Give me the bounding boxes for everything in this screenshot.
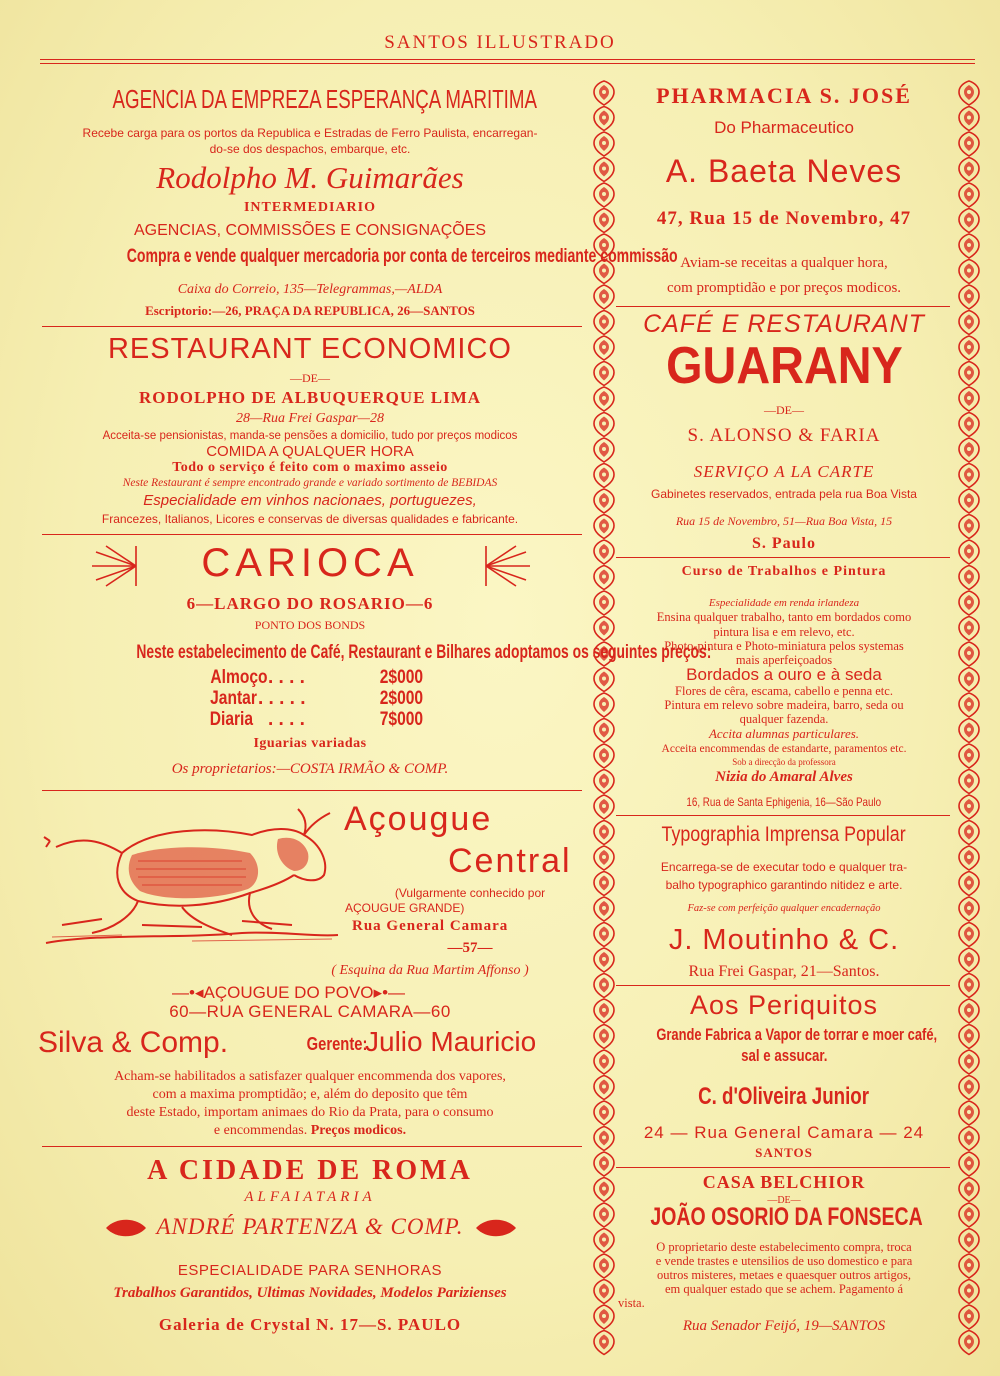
shield-ornament-icon — [959, 234, 979, 258]
shield-ornament-icon — [959, 413, 979, 437]
shield-ornament-icon — [594, 948, 614, 972]
curso-line-9: Accita alumnas particulares. — [708, 726, 860, 741]
shield-ornament-icon — [959, 1203, 979, 1227]
shield-ornament-icon — [594, 617, 614, 641]
shield-ornament-icon — [959, 387, 979, 411]
arrow-right-icon: ▸•— — [373, 983, 406, 1002]
divider — [616, 815, 950, 816]
shield-ornament-icon — [594, 1203, 614, 1227]
shield-ornament-icon — [594, 1280, 614, 1304]
shield-ornament-icon — [959, 464, 979, 488]
curso-line-7: Pintura em relevo sobre madeira, barro, seda ou — [664, 698, 904, 712]
shield-ornament-icon — [959, 515, 979, 539]
restaurant-line-4: Neste Restaurant é sempre encontrado grande e variado sortimento de BEBIDAS — [122, 477, 498, 489]
shield-ornament-icon — [594, 744, 614, 768]
shield-ornament-icon — [594, 540, 614, 564]
shield-ornament-icon — [594, 1025, 614, 1049]
shield-ornament-icon — [594, 515, 614, 539]
shield-ornament-icon — [959, 693, 979, 717]
shield-ornament-icon — [959, 158, 979, 182]
curso-line-2: pintura lisa e em relevo, etc. — [713, 625, 855, 639]
periquitos-line-2: sal e assucar. — [740, 1046, 828, 1065]
shield-ornament-icon — [594, 81, 614, 105]
agencia-title: AGENCIA DA EMPREZA ESPERANÇA MARITIMA — [112, 84, 537, 114]
curso-line-10: Acceita encommendas de estandarte, paramentos etc. — [661, 743, 907, 755]
ornament-border-right — [955, 80, 983, 1375]
shield-ornament-icon — [594, 923, 614, 947]
acougue-number: —57— — [447, 940, 493, 956]
shield-ornament-icon — [594, 1305, 614, 1329]
acougue-body-4: e encommendas. — [213, 1123, 308, 1138]
shield-ornament-icon — [959, 107, 979, 131]
shield-ornament-icon — [959, 260, 979, 284]
shield-ornament-icon — [959, 821, 979, 845]
roma-address: Galeria de Crystal N. 17—S. PAULO — [158, 1315, 462, 1334]
acougue-manager-label: Gerente: — [306, 1034, 368, 1054]
shield-ornament-icon — [959, 1254, 979, 1278]
belchior-title: CASA BELCHIOR — [702, 1172, 866, 1192]
shield-ornament-icon — [959, 948, 979, 972]
shield-ornament-icon — [959, 1229, 979, 1253]
shield-ornament-icon — [959, 285, 979, 309]
acougue-title-2: Central — [448, 842, 572, 880]
belchior-line-1: O proprietario deste estabelecimento compra, troca — [656, 1240, 912, 1254]
shield-ornament-icon — [594, 362, 614, 386]
agencia-name: Rodolpho M. Guimarães — [156, 160, 464, 195]
shield-ornament-icon — [594, 821, 614, 845]
periquitos-city: SANTOS — [755, 1145, 813, 1160]
shield-ornament-icon — [959, 81, 979, 105]
curso-address: 16, Rua de Santa Ephigenia, 16—São Paulo — [686, 795, 882, 809]
shield-ornament-icon — [959, 566, 979, 590]
shield-ornament-icon — [959, 642, 979, 666]
typographia-line-1: Encarrega-se de executar todo e qualquer tra- — [660, 860, 908, 874]
shield-ornament-icon — [594, 438, 614, 462]
shield-ornament-icon — [959, 897, 979, 921]
shield-ornament-icon — [594, 464, 614, 488]
arrow-left-icon: —•◂ — [172, 983, 204, 1002]
carioca-owners: Os proprietarios:—COSTA IRMÃO & COMP. — [171, 761, 449, 777]
shield-ornament-icon — [959, 1127, 979, 1151]
price-row: Almoço — [210, 667, 268, 688]
pharmacia-address: 47, Rua 15 de Novembro, 47 — [656, 208, 912, 229]
acougue-body-2: com a maxima promptidão; e, além do deposito que têm — [152, 1087, 468, 1102]
shield-ornament-icon — [594, 1152, 614, 1176]
pharmacia-name: A. Baeta Neves — [665, 153, 903, 189]
guarany-address: Rua 15 de Novembro, 51—Rua Boa Vista, 15 — [675, 514, 893, 528]
restaurant-line-3: Todo o serviço é feito com o maximo asseio — [172, 460, 448, 475]
shield-ornament-icon — [959, 362, 979, 386]
shield-ornament-icon — [594, 897, 614, 921]
divider — [616, 985, 950, 986]
shield-ornament-icon — [959, 1305, 979, 1329]
agencia-trade: Compra e vende qualquer mercadoria por conta de terceiros mediante commissão — [126, 246, 678, 267]
guarany-de: —DE— — [764, 403, 804, 417]
shield-ornament-icon — [959, 719, 979, 743]
shield-ornament-column-icon — [955, 80, 983, 1370]
shield-ornament-icon — [959, 668, 979, 692]
shield-ornament-icon — [594, 719, 614, 743]
pharmacia-body-1: Aviam-se receitas a qualquer hora, — [680, 255, 888, 271]
acougue-aka-2: AÇOUGUE GRANDE) — [345, 901, 465, 915]
shield-ornament-icon — [959, 540, 979, 564]
typographia-line-2: balho typographico garantindo nitidez e arte. — [665, 878, 903, 892]
shield-ornament-icon — [594, 999, 614, 1023]
pharmacia-title: PHARMACIA S. JOSÉ — [656, 83, 912, 108]
curso-line-6: Flores de cêra, escama, cabello e penna etc. — [675, 684, 893, 698]
shield-ornament-icon — [594, 158, 614, 182]
acougue-aka-1: (Vulgarmente conhecido por — [394, 886, 546, 900]
guarany-city: S. Paulo — [751, 535, 816, 552]
shield-ornament-icon — [594, 311, 614, 335]
shield-ornament-icon — [594, 209, 614, 233]
shield-ornament-icon — [959, 974, 979, 998]
roma-sub: ALFAIATARIA — [244, 1189, 376, 1205]
guarany-body: Gabinetes reservados, entrada pela rua Boa Vista — [651, 487, 917, 501]
shield-ornament-icon — [959, 336, 979, 360]
periquitos-address: 24 — Rua General Camara — 24 — [643, 1123, 925, 1142]
guarany-title-1: CAFÉ E RESTAURANT — [643, 310, 925, 338]
shield-ornament-icon — [959, 1331, 979, 1355]
shield-ornament-icon — [594, 1331, 614, 1355]
carioca-sub: PONTO DOS BONDS — [254, 618, 366, 632]
shield-ornament-icon — [959, 1101, 979, 1125]
shield-ornament-icon — [959, 923, 979, 947]
pharmacia-sub: Do Pharmaceutico — [714, 118, 854, 137]
acougue-povo: AÇOUGUE DO POVO — [203, 983, 374, 1002]
shield-ornament-icon — [959, 1025, 979, 1049]
acougue-body-3: deste Estado, importam animaes do Rio da Prata, para o consumo — [126, 1105, 494, 1120]
carioca-extra: Iguarias variadas — [253, 736, 367, 751]
acougue-body-1: Acham-se habilitados a satisfazer qualquer encommenda dos vapores, — [114, 1069, 506, 1084]
roma-tagline: Trabalhos Garantidos, Ultimas Novidades, Modelos Parizienses — [113, 1285, 507, 1301]
belchior-owner: JOÃO OSORIO DA FONSECA — [650, 1203, 923, 1231]
shield-ornament-icon — [959, 872, 979, 896]
masthead-rule-2 — [40, 63, 975, 64]
restaurant-line-5: Especialidade em vinhos nacionaes, portuguezes, — [143, 492, 477, 509]
shield-ornament-icon — [959, 1152, 979, 1176]
shield-ornament-icon — [959, 209, 979, 233]
divider — [42, 1146, 582, 1147]
pharmacia-body-2: com promptidão e por preços modicos. — [666, 280, 902, 296]
bull-illustration-icon — [42, 805, 342, 950]
agencia-services: AGENCIAS, COMMISSÕES E CONSIGNAÇÕES — [133, 222, 487, 239]
belchior-line-2: e vende trastes e utensilios de uso domestico e para — [655, 1254, 913, 1268]
curso-line-11: Sob a direcção da professora — [732, 757, 836, 767]
divider — [616, 557, 950, 558]
shield-ornament-icon — [959, 770, 979, 794]
periquitos-title: Aos Periquitos — [689, 990, 879, 1020]
shield-ornament-icon — [959, 1178, 979, 1202]
shield-ornament-icon — [594, 566, 614, 590]
shield-ornament-icon — [959, 999, 979, 1023]
belchior-line-5: vista. — [618, 1296, 645, 1310]
divider — [42, 790, 582, 791]
shield-ornament-icon — [959, 846, 979, 870]
divider — [616, 1167, 950, 1168]
periquitos-line-1: Grande Fabrica a Vapor de torrar e moer café, — [656, 1025, 938, 1044]
shield-ornament-icon — [594, 107, 614, 131]
restaurant-title: RESTAURANT ECONOMICO — [107, 333, 512, 365]
roma-firm: ANDRÉ PARTENZA & COMP. — [156, 1214, 464, 1239]
shield-ornament-icon — [959, 311, 979, 335]
shield-ornament-icon — [959, 489, 979, 513]
shield-ornament-icon — [594, 693, 614, 717]
shield-ornament-icon — [594, 1229, 614, 1253]
shield-ornament-icon — [594, 1101, 614, 1125]
restaurant-de: —DE— — [290, 371, 330, 385]
restaurant-line-2: COMIDA A QUALQUER HORA — [206, 443, 414, 460]
shield-ornament-icon — [594, 872, 614, 896]
shield-ornament-icon — [594, 1178, 614, 1202]
shield-ornament-icon — [594, 668, 614, 692]
typographia-address: Rua Frei Gaspar, 21—Santos. — [688, 963, 880, 980]
fleuron-right-icon — [474, 1217, 518, 1239]
shield-ornament-icon — [594, 336, 614, 360]
divider — [616, 306, 950, 307]
shield-ornament-icon — [594, 770, 614, 794]
restaurant-owner: RODOLPHO DE ALBUQUERQUE LIMA — [138, 388, 482, 407]
belchior-line-3: outros misteres, metaes e quaesquer outros artigos, — [656, 1268, 912, 1282]
shield-ornament-icon — [594, 1254, 614, 1278]
shield-ornament-icon — [594, 846, 614, 870]
periquitos-name: C. d'Oliveira Junior — [698, 1083, 870, 1110]
belchior-address: Rua Senador Feijó, 19—SANTOS — [682, 1318, 886, 1334]
carioca-address: 6—LARGO DO ROSARIO—6 — [186, 594, 434, 613]
shield-ornament-icon — [959, 617, 979, 641]
carioca-headline: Neste estabelecimento de Café, Restaurant e Bilhares adoptamos os seguintes preços: — [136, 642, 712, 663]
agencia-desc-2: do-se dos despachos, embarque, etc. — [209, 142, 411, 156]
restaurant-line-1: Acceita-se pensionistas, manda-se pensões a domicilio, tudo por preços modicos — [102, 430, 518, 442]
shield-ornament-icon — [594, 1050, 614, 1074]
acougue-corner: ( Esquina da Rua Martim Affonso ) — [331, 963, 529, 978]
shield-ornament-icon — [959, 1076, 979, 1100]
divider — [42, 534, 582, 535]
agencia-contact: Caixa do Correio, 135—Telegrammas,—ALDA — [177, 282, 443, 297]
price-row: Diaria — [209, 709, 254, 730]
masthead-rule — [40, 59, 975, 60]
acougue-title-1: Açougue — [344, 800, 493, 838]
typographia-line-3: Faz-se com perfeição qualquer encadernação — [687, 903, 881, 914]
roma-special: ESPECIALIDADE PARA SENHORAS — [177, 1262, 443, 1279]
shield-ornament-icon — [594, 132, 614, 156]
curso-special: Especialidade em renda irlandeza — [708, 597, 860, 609]
restaurant-line-6: Francezes, Italianos, Licores e conservas de diversas qualidades e fabricante. — [101, 512, 519, 526]
shield-ornament-icon — [959, 795, 979, 819]
shield-ornament-icon — [594, 974, 614, 998]
agencia-office: Escriptorio:—26, PRAÇA DA REPUBLICA, 26—SANTOS — [145, 303, 475, 318]
agencia-desc-1: Recebe carga para os portos da Republica e Estradas de Ferro Paulista, encarregan- — [82, 126, 538, 140]
acougue-street: Rua General Camara — [352, 918, 509, 934]
divider — [42, 326, 582, 327]
shield-ornament-icon — [959, 1050, 979, 1074]
curso-line-3: Photo-pintura e Photo-miniatura pelos systemas — [664, 639, 904, 653]
shield-ornament-icon — [594, 387, 614, 411]
roma-title: A CIDADE DE ROMA — [147, 1155, 473, 1186]
carioca-title: CARIOCA — [201, 541, 419, 585]
curso-line-1: Ensina qualquer trabalho, tanto em bordados como — [656, 610, 912, 624]
curso-teacher: Nizia do Amaral Alves — [715, 769, 853, 785]
shield-ornament-icon — [594, 489, 614, 513]
newspaper-page: SANTOS ILLUSTRADO AGENCIA DA EMPREZA ESPERANÇA MARITIMA Recebe carga para os portos da Republica e Estradas de Ferro Paulista, encarregan- do-se dos despachos, embarque, etc. Rodolpho M. Guimarães INTERMEDIARIO AGENCIAS, COMMISSÕES E CONSIGNAÇÕES Compra e vende qualquer mercadoria por conta de terceiros mediante commissão Caixa do Correio, 135—Telegrammas,—ALDA Escriptorio:—26, PRAÇA DA REPUBLICA, 26—SANTOS RESTAURANT ECONOMICO —DE— RODOLPHO DE ALBUQUERQUE LIMA 28—Rua Frei Gaspar—28 Acceita-se pensionistas, manda-se pensões a domicilio, tudo por preços modicos COMIDA A QUALQUER HORA Todo o serviço é feito com o maximo asseio Neste Restaurant é sempre encontrado grande e variado sortimento de BEBIDAS Especialidade em vinhos nacionaes, portuguezes, Francezes, Italianos, Licores e conservas de diversas qualidades e fabricante. CARIOCA 6—LARGO DO ROSARIO—6 PONTO DOS BONDS Neste estabelecimento de Café, Restaurant e Bilhares adoptamos os seguintes preços: Almoço . . . . 2$000 Jantar . . . . . 2$000 Diaria . . . . 7$000 Iguarias variadas Os proprietarios:—COSTA IRMÃO & COMP. Açougue Central (Vulgarmente conhecido por AÇOUGUE GRANDE) Rua General Camara —57— ( Esquina da Rua Martim Affonso ) —•◂AÇOUGUE DO POVO▸•— 60—RUA GENERAL CAMARA—60 Silva & Comp. Gerente: Julio Mauricio Acham-se habilitados a satisfazer qualquer encommenda dos vapores, com a maxima promptidão; e, além do deposito que têm deste Estado, importam animaes do Rio da Prata, para o consumo e encommendas. Preços modicos. A CIDADE DE ROMA ALFAIATARIA ANDRÉ PARTENZA & COMP. ESPECIALIDADE PARA SENHORAS Trabalhos Garantidos, Ultimas Novidades, Modelos Parizienses Galeria de Crystal N. 17—S. PAULO PHARMACIA S. JOSÉ Do Pharmaceutico A. Baeta Neves 47, Rua 15 de Novembro, 47 Aviam-se receitas a qualquer hora, com promptidão e por preços modicos. CAFÉ E RESTAURANT GUARANY —DE— S. ALONSO & FARIA SERVIÇO A LA CARTE Gabinetes reservados, entrada pela rua Boa Vista Rua 15 de Novembro, 51—Rua Boa Vista, 15 S. Paulo Curso de Trabalhos e Pintura Especialidade em renda irlandeza Ensina qualquer trabalho, tanto em bordados como pintura lisa e em relevo, etc. Photo-pintura e Photo-miniatura pelos systemas mais aperfeiçoados Bordados a ouro e à seda Flores de cêra, escama, cabello e penna etc. Pintura em relevo sobre madeira, barro, seda ou qualquer fazenda. Accita alumnas particulares. Acceita encommendas de estandarte, paramentos etc. Sob a direcção da professora Nizia do Amaral Alves 16, Rua de Santa Ephigenia, 16—São Paulo Typographia Imprensa Popular Encarrega-se de executar todo e qualquer tra- balho typographico garantindo nitidez e arte. Faz-se com perfeição qualquer encadernação J. Moutinho & C. Rua Frei Gaspar, 21—Santos. Aos Periquitos Grande Fabrica a Vapor de torrar e moer café, sal e assucar. C. d'Oliveira Junior 24 — Rua General Camara — 24 SANTOS CASA BELCHIOR —DE— JOÃO OSORIO DA FONSECA O proprietario deste estabelecimento compra, troca e vende trastes e utensilios de uso domestico e para outros misteres, metaes e quaesquer outros artigos, em qualquer estado que se achem. Pagamento á vista. Rua Senador Feijó, 19—SANTOS — [0, 0, 1000, 1376]
guarany-owners: S. ALONSO & FARIA — [687, 425, 881, 446]
curso-line-4: mais aperfeiçoados — [735, 653, 833, 667]
shield-ornament-icon — [959, 438, 979, 462]
curso-line-5: Bordados a ouro e à seda — [686, 665, 882, 684]
shield-ornament-icon — [594, 1127, 614, 1151]
shield-ornament-icon — [959, 132, 979, 156]
guarany-service: SERVIÇO A LA CARTE — [693, 462, 875, 481]
belchior-de: —DE— — [767, 1195, 801, 1206]
typographia-title: Typographia Imprensa Popular — [661, 823, 907, 846]
belchior-line-4: em qualquer estado que se achem. Pagamento á — [664, 1282, 904, 1296]
masthead: SANTOS ILLUSTRADO — [384, 32, 616, 53]
acougue-povo-address: 60—RUA GENERAL CAMARA—60 — [169, 1002, 451, 1021]
shield-ornament-icon — [594, 795, 614, 819]
shield-ornament-icon — [959, 591, 979, 615]
acougue-firm: Silva & Comp. — [38, 1026, 229, 1059]
acougue-body-4b: Preços modicos. — [310, 1123, 407, 1138]
shield-ornament-icon — [594, 183, 614, 207]
acougue-manager: Julio Mauricio — [365, 1026, 537, 1057]
restaurant-address: 28—Rua Frei Gaspar—28 — [235, 411, 385, 426]
price-row: Jantar — [210, 688, 257, 709]
shield-ornament-icon — [594, 1076, 614, 1100]
shield-ornament-icon — [594, 413, 614, 437]
curso-line-8: qualquer fazenda. — [739, 712, 829, 726]
shield-ornament-icon — [959, 1280, 979, 1304]
shield-ornament-icon — [959, 183, 979, 207]
curso-title: Curso de Trabalhos e Pintura — [681, 564, 887, 579]
shield-ornament-icon — [959, 744, 979, 768]
guarany-title-2: GUARANY — [665, 337, 903, 395]
shield-ornament-icon — [594, 591, 614, 615]
typographia-name: J. Moutinho & C. — [668, 924, 900, 956]
shield-ornament-icon — [594, 285, 614, 309]
agencia-role: INTERMEDIARIO — [243, 200, 376, 215]
